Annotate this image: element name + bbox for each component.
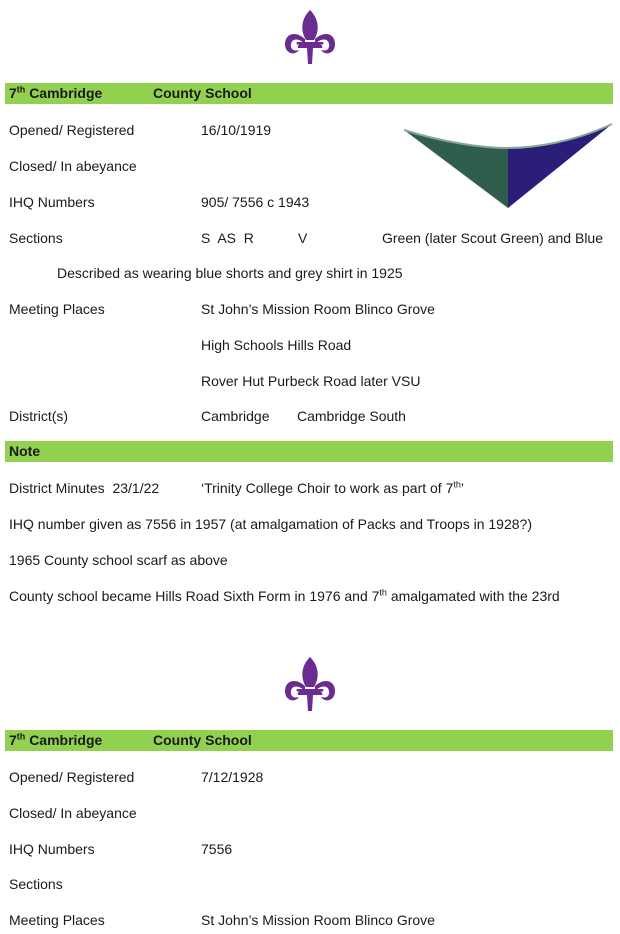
minutes-text: ‘Trinity College Choir to work as part of 7th’ [201, 479, 464, 496]
ihq-label: IHQ Numbers [9, 841, 95, 857]
uniform-description: Described as wearing blue shorts and grey shirt in 1925 [57, 265, 403, 281]
group-header-bar [5, 83, 613, 104]
school-name: County School [153, 732, 252, 748]
school-name: County School [153, 85, 252, 101]
closed-label: Closed/ In abeyance [9, 158, 137, 174]
meeting-place: Rover Hut Purbeck Road later VSU [201, 373, 421, 389]
minutes-label: District Minutes 23/1/22 [9, 480, 160, 496]
meeting-place: St John’s Mission Room Blinco Grove [201, 912, 435, 928]
meeting-label: Meeting Places [9, 912, 105, 928]
scarf-note: 1965 County school scarf as above [9, 552, 228, 568]
note-header-bar [5, 441, 613, 462]
note-title: Note [9, 443, 41, 459]
opened-label: Opened/ Registered [9, 769, 135, 785]
district-value: Cambridge [201, 408, 270, 424]
opened-label: Opened/ Registered [9, 122, 135, 138]
ihq-value: 905/ 7556 c 1943 [201, 194, 310, 210]
district-value: Cambridge South [297, 408, 406, 424]
meeting-place: High Schools Hills Road [201, 337, 352, 353]
scarf-colours: Green (later Scout Green) and Blue [382, 230, 604, 246]
group-name: 7th Cambridge [9, 731, 103, 748]
meeting-label: Meeting Places [9, 301, 105, 317]
closed-label: Closed/ In abeyance [9, 805, 137, 821]
ihq-note: IHQ number given as 7556 in 1957 (at amalgamation of Packs and Troops in 1928?) [9, 516, 532, 532]
fleur-de-lis-icon [281, 8, 339, 66]
sections-codes: S AS R [201, 230, 254, 246]
fleur-de-lis-icon [281, 655, 339, 713]
meeting-place: St John’s Mission Room Blinco Grove [201, 301, 435, 317]
ihq-value: 7556 [201, 841, 233, 857]
sections-venture: V [298, 230, 308, 246]
group-scarf-icon [402, 120, 614, 212]
amalgamation-note: County school became Hills Road Sixth Form in 1976 and 7th amalgamated with the 23rd [9, 587, 560, 604]
ihq-label: IHQ Numbers [9, 194, 95, 210]
sections-label: Sections [9, 876, 63, 892]
opened-value: 7/12/1928 [201, 769, 264, 785]
district-label: District(s) [9, 408, 69, 424]
group-header-bar [5, 730, 613, 751]
sections-label: Sections [9, 230, 63, 246]
opened-value: 16/10/1919 [201, 122, 272, 138]
group-name: 7th Cambridge [9, 84, 103, 101]
